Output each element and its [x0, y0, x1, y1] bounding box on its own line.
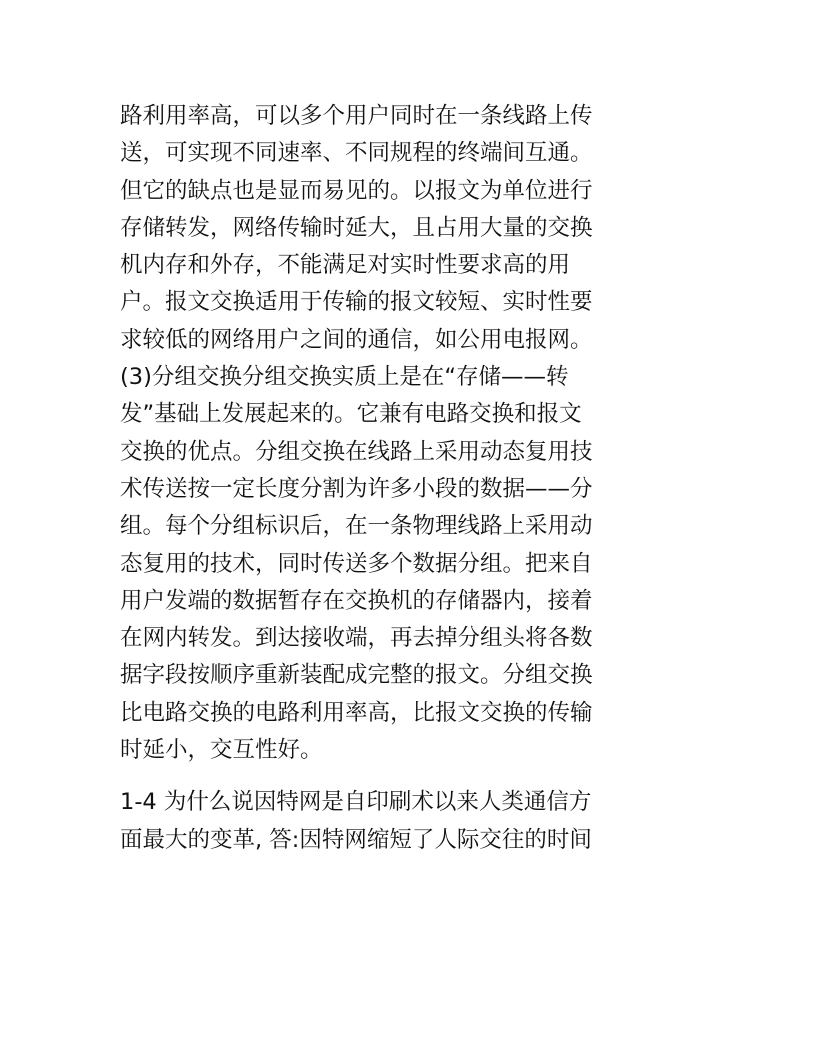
text-line: 面最大的变革, 答:因特网缩短了人际交往的时间	[120, 826, 592, 853]
text-line: 送，可实现不同速率、不同规程的终端间互通。	[120, 140, 593, 167]
paragraph-gap	[120, 769, 700, 784]
text-line: 求较低的网络用户之间的通信，如公用电报网。	[120, 326, 593, 353]
text-line: 户。报文交换适用于传输的报文较短、实时性要	[120, 289, 593, 316]
text-line: 据字段按顺序重新装配成完整的报文。分组交换	[120, 662, 593, 689]
text-line: 术传送按一定长度分割为许多小段的数据——分	[120, 475, 593, 502]
text-line: 但它的缺点也是显而易见的。以报文为单位进行	[120, 177, 593, 204]
text-line: 时延小，交互性好。	[120, 737, 323, 764]
text-line: 路利用率高，可以多个用户同时在一条线路上传	[120, 103, 593, 129]
text-line: 机内存和外存，不能满足对实时性要求高的用	[120, 252, 571, 279]
text-line: 态复用的技术，同时传送多个数据分组。把来自	[120, 550, 593, 577]
text-line: 存储转发，网络传输时延大，且占用大量的交换	[120, 214, 593, 241]
text-line: 发”基础上发展起来的。它兼有电路交换和报文	[120, 401, 582, 428]
text-line: 在网内转发。到达接收端，再去掉分组头将各数	[120, 625, 593, 652]
text-line: 组。每个分组标识后，在一条物理线路上采用动	[120, 513, 593, 540]
text-line: (3)分组交换分组交换实质上是在“存储——转	[120, 364, 569, 391]
text-line: 交换的优点。分组交换在线路上采用动态复用技	[120, 438, 593, 465]
document-body	[120, 98, 700, 859]
text-line: 1-4 为什么说因特网是自印刷术以来人类通信方	[120, 789, 592, 816]
text-line: 比电路交换的电路利用率高，比报文交换的传输	[120, 699, 593, 726]
text-line: 用户发端的数据暂存在交换机的存储器内，接着	[120, 587, 593, 614]
